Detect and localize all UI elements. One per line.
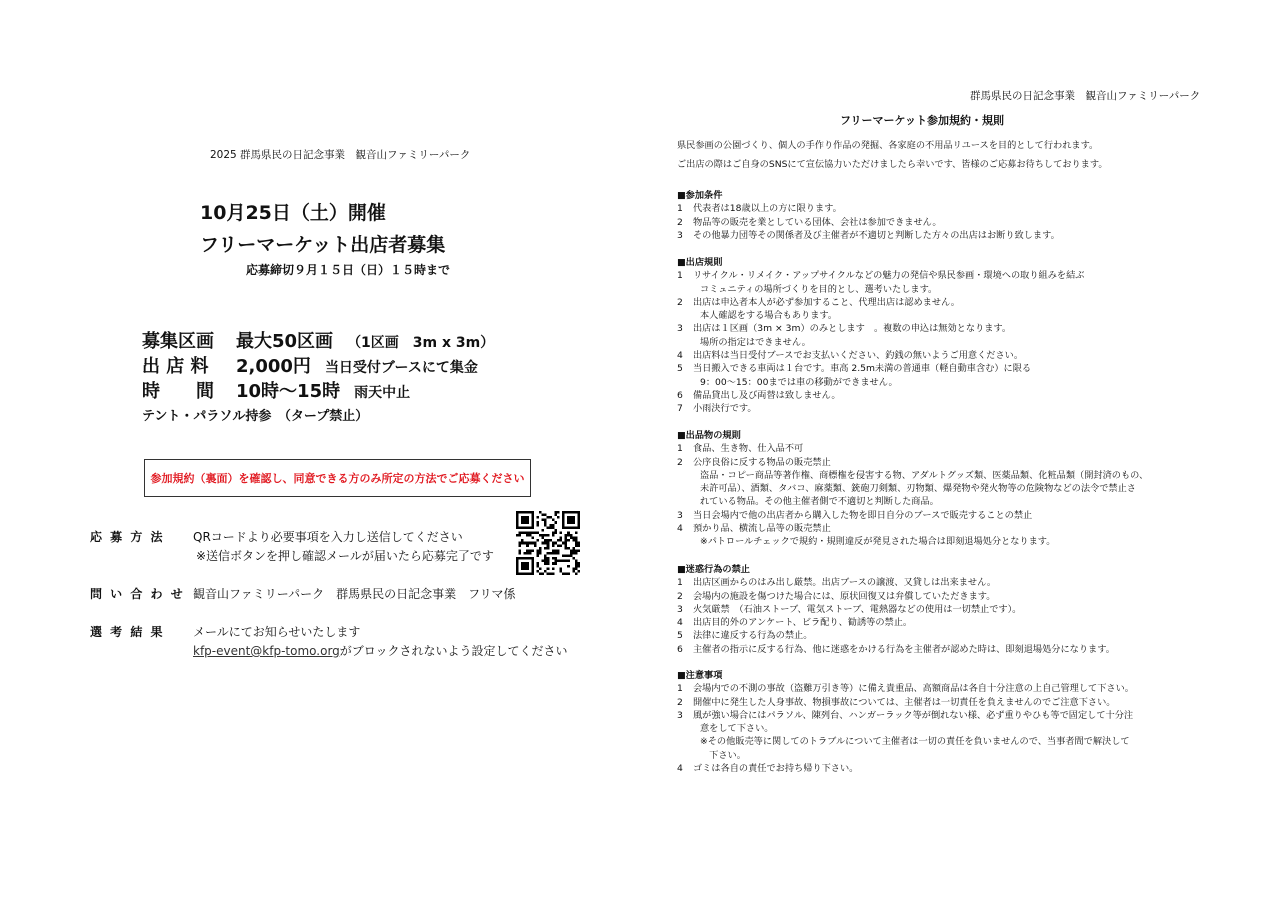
area-label: 募集区画 (142, 331, 214, 352)
rule-continuation: 意をして下さい。 ※その他販売等に関してのトラブルについて主催者は一切の責任を負いませんので、当事者間で解決して 下さい。 (700, 723, 1130, 761)
rule-number: 1 (677, 683, 683, 695)
rule-text: 預かり品、横流し品等の販売禁止 (693, 523, 831, 535)
rule-text: 会場内の施設を傷つけた場合には、原状回復又は弁償していただきます。 (693, 590, 996, 602)
rule-text: 物品等の販売を業としている団体、会社は参加できません。 (693, 216, 942, 228)
rule-item (677, 389, 1267, 402)
rule-continuation: 場所の指定はできません。 (700, 336, 811, 348)
rule-item (677, 576, 1267, 589)
contact-label: 問 い 合 わ せ (90, 587, 185, 601)
rule-item (677, 362, 1267, 375)
rule-text: 出店区画からのはみ出し厳禁。出店ブースの譲渡、又貸しは出来ません。 (693, 577, 997, 589)
rule-text: 小雨決行です。 (693, 403, 757, 415)
rule-text: 備品貸出し及び両替は致しません。 (693, 389, 841, 401)
rule-number: 5 (677, 630, 683, 642)
section-heading: ■参加条件 (677, 190, 723, 201)
rule-number: 1 (677, 203, 683, 215)
rule-number: 1 (677, 443, 683, 455)
section-heading: ■出店規則 (677, 257, 723, 268)
rule-item (677, 349, 1267, 362)
apply-method-note: ※送信ボタンを押し確認メールが届いたら応募完了です (196, 549, 494, 563)
rule-number: 4 (677, 350, 683, 362)
rule-text: その他暴力団等その関係者及び主催者が不適切と判断した方々の出店はお断り致します。 (693, 229, 1060, 241)
rule-text: 出店料は当日受付ブースでお支払いください、釣銭の無いようご用意ください。 (693, 350, 1024, 362)
selection-result-email-line (193, 642, 568, 659)
rule-continuation: 本人確認をする場合もあります。 (700, 310, 838, 322)
event-title: フリーマーケット出店者募集 (200, 234, 446, 256)
rule-item (677, 682, 1267, 695)
apply-method-text: QRコードより必要事項を入力し送信してください (193, 530, 463, 544)
rule-text: ゴミは各自の責任でお持ち帰り下さい。 (693, 763, 859, 775)
rule-item (677, 629, 1267, 642)
rule-item (677, 709, 1267, 722)
rule-number: 2 (677, 456, 683, 468)
rule-number: 7 (677, 403, 683, 415)
rule-continuation: コミュニティの場所づくりを目的とし、選考いたします。 (700, 283, 938, 295)
rule-item (677, 603, 1267, 616)
application-deadline: 応募締切９月１５日（日）１５時まで (246, 263, 451, 277)
rule-number: 3 (677, 603, 683, 615)
info-row-area (142, 327, 494, 353)
time-label: 時 間 (142, 381, 214, 402)
rule-text: リサイクル・リメイク・アップサイクルなどの魅力の発信や県民参画・環境への取り組みを結ぶ (693, 270, 1085, 282)
rule-text: 公序良俗に反する物品の販売禁止 (693, 456, 831, 468)
info-row-fee (142, 352, 478, 378)
contact-text: 観音山ファミリーパーク 群馬県民の日記念事業 フリマ係 (193, 587, 516, 601)
fee-note: 当日受付ブースにて集金 (324, 360, 478, 376)
rule-continuation: 盗品・コピー商品等著作権、商標権を侵害する物、アダルトグッズ類、医薬品類、化粧品類（開封済のもの、 未許可品）、酒類、タバコ、麻薬類、銃砲刀剣類、刃物類、爆発物や発火物等の危険物などの法令で禁止さ れている物品。その他主催者側で不適切と判断した商品。 (700, 469, 1149, 508)
rule-number: 2 (677, 590, 683, 602)
rule-item (677, 522, 1267, 535)
rule-text: 主催者の指示に反する行為、他に迷惑をかける行為を主催者が認めた時は、即刻退場処分になります。 (693, 643, 1115, 655)
rule-item (677, 762, 1267, 775)
section-item-rules (677, 429, 1267, 549)
rule-number: 4 (677, 617, 683, 629)
tent-note: テント・パラソル持参 （タープ禁止） (142, 409, 369, 424)
section-shop-rules (677, 256, 1267, 416)
rule-text: 開催中に発生した人身事故、物損事故については、主催者は一切責任を負えませんのでご注意下さい。 (693, 696, 1116, 708)
rule-item (677, 509, 1267, 522)
right-page (640, 0, 1280, 905)
rule-text: 当日搬入できる車両は１台です。車高 2.5m未満の普通車（軽自動車含む）に限る (693, 363, 1032, 375)
rule-continuation: 9：00～15：00までは車の移動ができません。 (700, 376, 898, 388)
notice-box (144, 459, 531, 497)
left-page-header: 2025 群馬県民の日記念事業 観音山ファミリーパーク (210, 149, 471, 161)
qr-code-icon[interactable] (516, 511, 580, 575)
contact-email-link[interactable]: kfp-event@kfp-tomo.org (193, 644, 340, 658)
rule-item (677, 269, 1267, 282)
selection-result-label: 選 考 結 果 (90, 625, 165, 639)
rule-number: 3 (677, 229, 683, 241)
rule-text: 法律に違反する行為の禁止。 (693, 630, 813, 642)
rule-number: 1 (677, 270, 683, 282)
rule-number: 3 (677, 323, 683, 335)
rule-item (677, 229, 1267, 242)
rule-item (677, 616, 1267, 629)
rule-item (677, 296, 1267, 309)
selection-result-text: メールにてお知らせいたします (193, 625, 361, 639)
rule-number: 6 (677, 389, 683, 401)
rule-number: 3 (677, 709, 683, 721)
notice-text: 参加規約（裏面）を確認し、同意できる方のみ所定の方法でご応募ください (150, 472, 525, 485)
section-heading: ■迷惑行為の禁止 (677, 564, 750, 575)
event-date: 10月25日（土）開催 (200, 202, 386, 224)
rule-item (677, 442, 1267, 455)
section-heading: ■注意事項 (677, 670, 723, 681)
rule-number: 2 (677, 216, 683, 228)
rule-text: 食品、生き物、仕入品不可 (693, 443, 804, 455)
rules-intro-purpose: 県民参画の公園づくり、個人の手作り作品の発掘、各家庭の不用品リユースを目的として行われます。 (677, 140, 1099, 151)
rule-number: 1 (677, 577, 683, 589)
rule-text: 会場内での不測の事故（盗難万引き等）に備え貴重品、高額商品は各自十分注意の上自己管理して下さい。 (693, 683, 1134, 695)
email-note: がブロックされないよう設定してください (339, 644, 568, 658)
section-participation (677, 189, 1267, 242)
right-page-header: 群馬県民の日記念事業 観音山ファミリーパーク (970, 90, 1201, 102)
info-row-time (142, 377, 410, 403)
rules-title: フリーマーケット参加規約・規則 (840, 114, 1005, 127)
area-value: 最大50区画 (236, 331, 334, 352)
rules-intro-sns: ご出店の際はご自身のSNSにて宣伝協力いただけましたら幸いです、皆様のご応募お待ちしております。 (677, 159, 1108, 170)
rule-text: 出店目的外のアンケート、ビラ配り、勧誘等の禁止。 (693, 617, 913, 629)
section-notes (677, 669, 1267, 775)
rule-continuation: ※パトロールチェックで規約・規則違反が発見された場合は即刻退場処分となります。 (700, 536, 1056, 548)
rule-number: 6 (677, 643, 683, 655)
fee-label: 出 店 料 (142, 356, 209, 377)
rule-text: 出店は１区画（3m × 3m）のみとします 。複数の申込は無効となります。 (693, 323, 1012, 335)
rule-item (677, 643, 1267, 656)
rule-item (677, 216, 1267, 229)
section-heading: ■出品物の規則 (677, 430, 741, 441)
rule-item (677, 590, 1267, 603)
time-note: 雨天中止 (354, 385, 411, 401)
rule-item (677, 322, 1267, 335)
rule-number: 2 (677, 296, 683, 308)
time-value: 10時～15時 (236, 381, 341, 402)
rule-number: 3 (677, 509, 683, 521)
rule-item (677, 202, 1267, 215)
apply-method-label: 応 募 方 法 (90, 530, 165, 544)
rule-number: 4 (677, 763, 683, 775)
rule-text: 火気厳禁 （石油ストーブ、電気ストーブ、電熱器などの使用は一切禁止です）。 (693, 603, 1022, 615)
rule-text: 風が強い場合にはパラソル、陳列台、ハンガーラック等が倒れない様、必ず重りやひも等で固定して十分注 (693, 709, 1134, 721)
rule-number: 4 (677, 523, 683, 535)
rule-item (677, 402, 1267, 415)
rule-item (677, 456, 1267, 469)
rule-number: 5 (677, 363, 683, 375)
area-note: （1区画 3m x 3m） (347, 335, 495, 351)
rule-text: 出店は申込者本人が必ず参加すること、代理出店は認めません。 (693, 296, 960, 308)
rule-text: 当日会場内で他の出店者から購入した物を即日自分のブースで販売することの禁止 (693, 509, 1033, 521)
section-prohibited-acts (677, 563, 1267, 656)
fee-value: 2,000円 (236, 356, 311, 377)
rule-item (677, 696, 1267, 709)
rule-number: 2 (677, 696, 683, 708)
rule-text: 代表者は18歳以上の方に限ります。 (693, 203, 842, 215)
